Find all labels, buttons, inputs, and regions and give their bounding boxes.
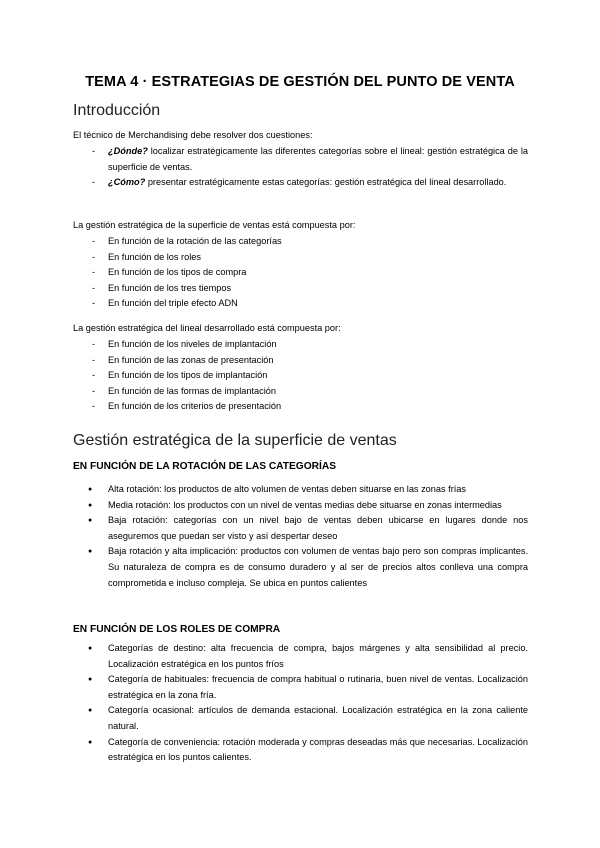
section-heading-introduccion: Introducción (73, 102, 161, 119)
list-item: ● Categoría ocasional: artículos de demanda estacional. Localización estratégica en la zona caliente natural. (73, 703, 528, 734)
list-item: ● Media rotación: los productos con un nivel de ventas medias debe situarse en zonas intermedias (73, 498, 528, 514)
list-item (73, 175, 528, 191)
list-item: - En función de los criterios de presentación (73, 399, 528, 415)
list-item: - En función de la rotación de las categorías (73, 234, 528, 250)
questions-list (73, 144, 528, 191)
subheading-rotacion: EN FUNCIÓN DE LA ROTACIÓN DE LAS CATEGORÍAS (73, 461, 336, 472)
list-item: - En función de los roles (73, 250, 528, 266)
list-item (73, 144, 528, 175)
question-text: presentar estratégicamente estas categorías: gestión estratégica del lineal desarrollado. (145, 177, 507, 188)
list-item: - En función de los tres tiempos (73, 281, 528, 297)
list-item: - En función del triple efecto ADN (73, 296, 528, 312)
list-item: - En función de los tipos de implantación (73, 368, 528, 384)
lineal-lead: La gestión estratégica del lineal desarrollado está compuesta por: (73, 323, 341, 333)
list-item: ● Categorías de destino: alta frecuencia de compra, bajos márgenes y alta sensibilidad al precio. Localización estratégica en los puntos fríos (73, 641, 528, 672)
section-heading-gestion: Gestión estratégica de la superficie de ventas (73, 432, 397, 449)
list-item: - En función de los niveles de implantación (73, 337, 528, 353)
list-item: - En función de los tipos de compra (73, 265, 528, 281)
list-item: ● Baja rotación y alta implicación: productos con volumen de ventas bajo pero son compras implicantes. Su naturaleza de compra es de consumo duradero y al ser de precios altos conlleva una compra comprometida e incluso compleja. Se ubica en puntos calientes (73, 544, 528, 591)
subheading-roles: EN FUNCIÓN DE LOS ROLES DE COMPRA (73, 624, 281, 635)
question-label: ¿Dónde? (108, 146, 148, 156)
list-item: ● Categoría de habituales: frecuencia de compra habitual o rutinaria, buen nivel de ventas. Localización estratégica en la zona fría. (73, 672, 528, 703)
question-text: localizar estratégicamente las diferentes categorías sobre el lineal: gestión estratégica de la superficie de ventas. (108, 146, 528, 172)
list-item: - En función de las formas de implantación (73, 384, 528, 400)
rotacion-list (73, 482, 528, 591)
superficie-list (73, 234, 528, 312)
list-item: ● Baja rotación: categorías con un nivel bajo de ventas deben ubicarse en lugares donde nos aseguremos que puedan ser visto y así despertar deseo (73, 513, 528, 544)
question-label: ¿Cómo? (108, 177, 146, 188)
superficie-lead: La gestión estratégica de la superficie de ventas está compuesta por: (73, 220, 356, 230)
list-item: - En función de las zonas de presentación (73, 353, 528, 369)
lineal-list (73, 337, 528, 415)
list-item: ● Categoría de conveniencia: rotación moderada y compras deseadas más que necesarias. Localización estratégica en los puntos calientes. (73, 735, 528, 766)
page-title: TEMA 4 · ESTRATEGIAS DE GESTIÓN DEL PUNTO DE VENTA (85, 74, 515, 90)
intro-lead: El técnico de Merchandising debe resolver dos cuestiones: (73, 130, 313, 140)
roles-list (73, 641, 528, 766)
list-item: ● Alta rotación: los productos de alto volumen de ventas deben situarse en las zonas frías (73, 482, 528, 498)
